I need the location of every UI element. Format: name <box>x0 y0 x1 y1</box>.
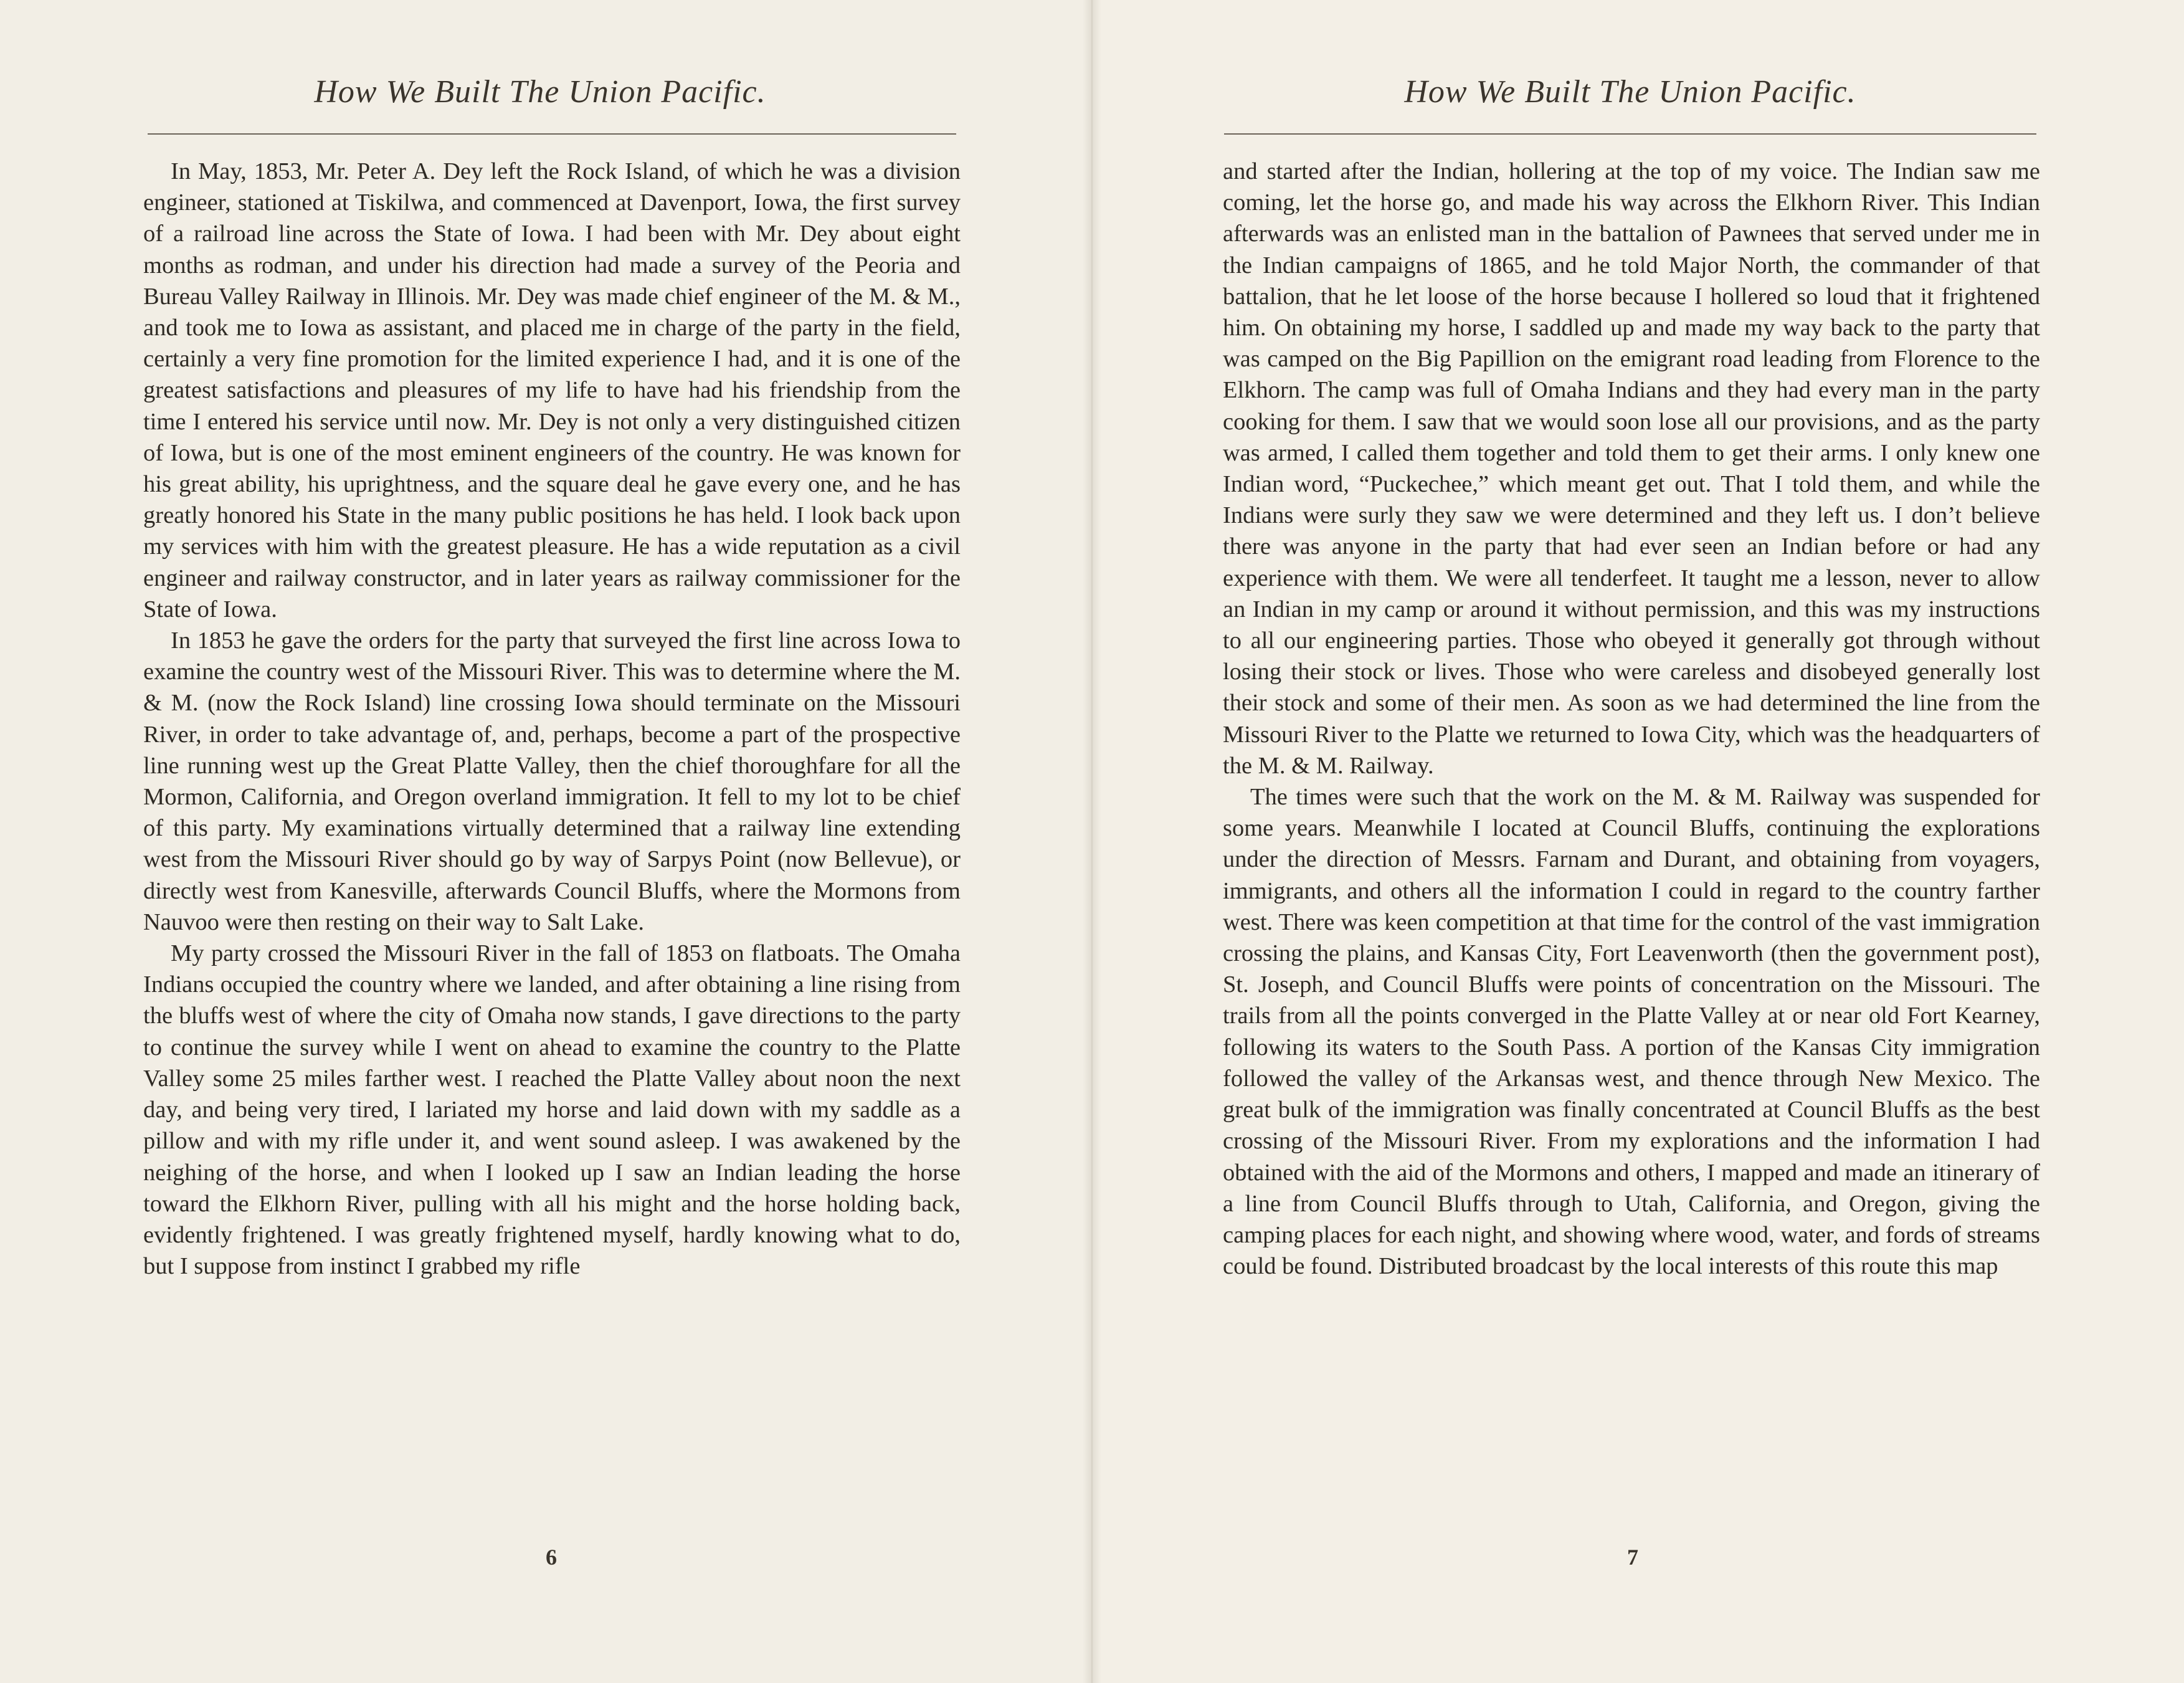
right-page-body <box>1223 156 2040 1282</box>
running-head-left: How We Built The Union Pacific. <box>314 74 766 110</box>
running-head-right: How We Built The Union Pacific. <box>1404 74 1856 110</box>
paragraph: My party crossed the Missouri River in the fall of 1853 on flatboats. The Omaha Indians occupied the country where we landed, and after obtaining a line rising from the bluffs west of where the city of Omaha now stands, I gave directions to the party to continue the survey while I went on ahead to examine the country to the Platte Valley some 25 miles farther west. I reached the Platte Valley about noon the next day, and being very tired, I lariated my horse and laid down with my saddle as a pillow and with my rifle under it, and went sound asleep. I was awakened by the neighing of the horse, and when I looked up I saw an Indian leading the horse toward the Elkhorn River, pulling with all his might and the horse holding back, evidently frightened. I was greatly frightened myself, hardly knowing what to do, but I suppose from instinct I grabbed my rifle <box>143 940 961 1280</box>
paragraph: In May, 1853, Mr. Peter A. Dey left the Rock Island, of which he was a division engineer, stationed at Tiskilwa, and commenced at Davenport, Iowa, the first survey of a railroad line across the State of Iowa. I had been with Mr. Dey about eight months as rodman, and under his direction had made a survey of the Peoria and Bureau Valley Railway in Illinois. Mr. Dey was made chief engineer of the M. & M., and took me to Iowa as assistant, and placed me in charge of the party in the field, certainly a very fine promotion for the limited experience I had, and it is one of the greatest satisfactions and pleasures of my life to have had his friendship from the time I entered his service until now. Mr. Dey is not only a very distinguished citizen of Iowa, but is one of the most eminent engineers of the country. He was known for his great ability, his uprightness, and the square deal he gave every one, and he has greatly honored his State in the many public positions he has held. I look back upon my services with him with the greatest pleasure. He has a wide reputation as a civil engineer and railway constructor, and in later years as railway commissioner for the State of Iowa. <box>143 158 961 622</box>
page-number-right: 7 <box>1627 1545 1638 1570</box>
right-page <box>1092 0 2184 1683</box>
paragraph: The times were such that the work on the M. & M. Railway was suspended for some years. Meanwhile I located at Council Bluffs, continuing the explorations under the direction of Messrs. Farnam and Durant, and obtaining from voyagers, immigrants, and others all the information I could in regard to the country farther west. There was keen competition at that time for the control of the vast immigration crossing the plains, and Kansas City, Fort Leavenworth (then the government post), St. Joseph, and Council Bluffs were points of concentration on the Missouri. The trails from all the points converged in the Platte Valley at or near old Fort Kearney, following its waters to the South Pass. A portion of the Kansas City immigration followed the valley of the Arkansas west, and thence through New Mexico. The great bulk of the immigration was finally concentrated at Council Bluffs as the best crossing of the Missouri River. From my explorations and the information I had obtained with the aid of the Mormons and others, I mapped and made an itinerary of a line from Council Bluffs through to Utah, California, and Oregon, giving the camping places for each night, and showing where wood, water, and fords of streams could be found. Distributed broadcast by the local interests of this route this map <box>1223 784 2040 1280</box>
continued-paragraph: and started after the Indian, hollering at the top of my voice. The Indian saw me coming, let the horse go, and made his way across the Elkhorn River. This Indian afterwards was an enlisted man in the battalion of Pawnees that served under me in the Indian campaigns of 1865, and he told Major North, the commander of that battalion, that he let loose of the horse because I hollered so loud that it frightened him. On obtaining my horse, I saddled up and made my way back to the party that was camped on the Big Papillion on the emigrant road leading from Florence to the Elkhorn. The camp was full of Omaha Indians and they had every man in the party cooking for them. I saw that we would soon lose all our provisions, and as the party was armed, I called them together and told them to get their arms. I only knew one Indian word, “Puckechee,” which meant get out. That I told them, and while the Indians were surly they saw we were determined and they left us. I don’t believe there was anyone in the party that had ever seen an Indian before or had any experience with them. We were all tenderfeet. It taught me a lesson, never to allow an Indian in my camp or around it without permission, and this was my instructions to all our engineering parties. Those who obeyed it generally got through without losing their stock or lives. Those who were careless and disobeyed generally lost their stock and some of their men. As soon as we had determined the line from the Missouri River to the Platte we returned to Iowa City, which was the headquarters of the M. & M. Railway. <box>1223 158 2040 779</box>
book-gutter <box>1083 0 1101 1683</box>
page-number-left: 6 <box>546 1545 557 1570</box>
header-rule-left <box>148 133 956 135</box>
left-page-body <box>143 156 961 1282</box>
header-rule-right <box>1224 133 2036 135</box>
paragraph: In 1853 he gave the orders for the party that surveyed the first line across Iowa to examine the country west of the Missouri River. This was to determine where the M. & M. (now the Rock Island) line crossing Iowa should terminate on the Missouri River, in order to take advantage of, and, perhaps, become a part of the prospective line running west up the Great Platte Valley, then the chief thoroughfare for all the Mormon, California, and Oregon overland immigration. It fell to my lot to be chief of this party. My examinations virtually determined that a railway line extending west from the Missouri River should go by way of Sarpys Point (now Bellevue), or directly west from Kanesville, afterwards Council Bluffs, where the Mormons from Nauvoo were then resting on their way to Salt Lake. <box>143 627 961 935</box>
